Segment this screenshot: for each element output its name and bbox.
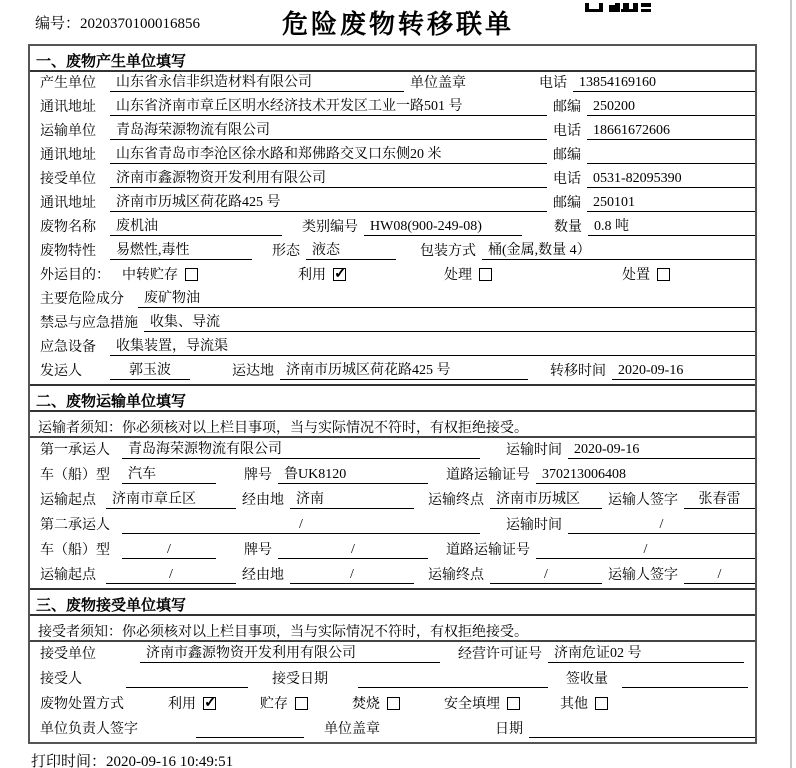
main-hazard-label: 主要危险成分 <box>40 292 124 307</box>
row-receiver-address <box>30 192 755 216</box>
receiver-address-value: 济南市历城区荷花路425 号 <box>110 191 547 212</box>
route2-origin-label: 运输起点 <box>40 568 96 583</box>
dispose-checkbox <box>657 268 670 281</box>
date-value <box>529 721 755 738</box>
received-qty-value <box>622 671 748 688</box>
row-receiver-unit <box>30 168 755 192</box>
row-waste-name <box>30 216 755 240</box>
route2-end-value: / <box>490 567 602 584</box>
route-origin-value: 济南市章丘区 <box>106 488 236 509</box>
disposal-utilize-label: 利用 <box>168 697 196 712</box>
transfer-time-label: 转移时间 <box>550 364 606 379</box>
option-treat <box>444 264 492 284</box>
license-number-label: 经营许可证号 <box>458 647 542 662</box>
emergency-measures-label: 禁忌与应急措施 <box>40 316 138 331</box>
row-second-carrier <box>30 513 755 538</box>
receiver-zip-label: 邮编 <box>553 196 581 211</box>
road-permit2-label: 道路运输证号 <box>446 543 530 558</box>
road-permit2-value: / <box>536 542 755 559</box>
incinerate-label: 焚烧 <box>352 697 380 712</box>
destination-value: 济南市历城区荷花路425 号 <box>280 359 528 380</box>
row-producer-address <box>30 96 755 120</box>
emergency-measures-value: 收集、导流 <box>144 311 755 332</box>
waste-name-label: 废物名称 <box>40 220 96 235</box>
plate-number2-label: 牌号 <box>244 543 272 558</box>
transport-time-value: 2020-09-16 <box>568 442 755 459</box>
qr-code-icon <box>585 0 651 18</box>
producer-address-value: 山东省济南市章丘区明水经济技术开发区工业一路501 号 <box>110 95 547 116</box>
accept-unit-label: 接受单位 <box>40 647 96 662</box>
waste-qty-value: 0.8 吨 <box>588 215 755 236</box>
carrier2-sign-value: / <box>684 567 755 584</box>
waste-form-value: 液态 <box>306 239 396 260</box>
main-hazard-value: 废矿物油 <box>138 287 755 308</box>
option-disposal-storage <box>260 693 308 713</box>
first-carrier-value: 青岛海荣源物流有限公司 <box>122 438 480 459</box>
page-header <box>0 0 796 44</box>
transporter-notice: 运输者须知：你必须核对以上栏目事项，当与实际情况不符时，有权拒绝接受。 <box>30 412 755 438</box>
emergency-equipment-value: 收集装置，导流渠 <box>110 335 755 356</box>
option-incinerate <box>352 693 400 713</box>
purpose-label: 外运目的： <box>40 268 110 283</box>
row-emergency-measures <box>30 312 755 336</box>
destination-label: 运达地 <box>232 364 274 379</box>
row-transport-route <box>30 488 755 513</box>
route2-end-label: 运输终点 <box>428 568 484 583</box>
responsible-sign-value <box>196 721 304 738</box>
transport-zip-value <box>587 147 755 164</box>
page-edge-line <box>790 0 792 768</box>
transport-phone-value: 18661672606 <box>587 123 755 140</box>
producer-zip-label: 邮编 <box>553 100 581 115</box>
route-end-label: 运输终点 <box>428 493 484 508</box>
utilize-checkbox <box>333 268 346 281</box>
accept-date-label: 接受日期 <box>272 672 328 687</box>
producer-unit-value: 山东省永信非织造材料有限公司 <box>110 71 404 92</box>
row-vehicle-type2 <box>30 538 755 563</box>
row-waste-traits <box>30 240 755 264</box>
receiver-unit-label: 接受单位 <box>40 172 96 187</box>
receiver-unit-value: 济南市鑫源物资开发利用有限公司 <box>110 167 547 188</box>
responsible-sign-label: 单位负责人签字 <box>40 722 138 737</box>
route2-via-value: / <box>290 567 414 584</box>
route2-via-label: 经由地 <box>242 568 284 583</box>
transport-unit-label: 运输单位 <box>40 124 96 139</box>
landfill-label: 安全填埋 <box>444 697 500 712</box>
option-transfer-storage <box>122 264 198 284</box>
packaging-label: 包装方式 <box>420 244 476 259</box>
receiver-address-label: 通讯地址 <box>40 196 96 211</box>
plate-number-label: 牌号 <box>244 468 272 483</box>
incinerate-checkbox <box>387 697 400 710</box>
transfer-storage-checkbox <box>185 268 198 281</box>
disposal-storage-label: 贮存 <box>260 697 288 712</box>
waste-traits-label: 废物特性 <box>40 244 96 259</box>
row-transfer-purpose <box>30 264 755 288</box>
waste-form-label: 形态 <box>272 244 300 259</box>
unit-stamp-label: 单位盖章 <box>410 76 466 91</box>
option-utilize <box>298 264 346 284</box>
print-time-label: 打印时间： <box>31 754 107 768</box>
carrier-sign-value: 张春雷 <box>684 488 755 509</box>
road-permit-value: 370213006408 <box>536 467 755 484</box>
carrier2-sign-label: 运输人签字 <box>608 568 678 583</box>
option-dispose-label: 处置 <box>622 268 650 283</box>
accept-date-value <box>358 671 548 688</box>
shipper-label: 发运人 <box>40 364 82 379</box>
plate-number-value: 鲁UK8120 <box>278 463 428 484</box>
producer-unit-label: 产生单位 <box>40 76 96 91</box>
route-end-value: 济南市历城区 <box>490 488 602 509</box>
waste-name-value: 废机油 <box>110 215 282 236</box>
serial-label: 编号： <box>35 16 81 32</box>
page-title: 危险废物转移联单 <box>281 10 514 39</box>
emergency-equipment-label: 应急设备 <box>40 340 96 355</box>
accept-person-label: 接受人 <box>40 672 82 687</box>
route-via-value: 济南 <box>290 488 414 509</box>
transport-zip-label: 邮编 <box>553 148 581 163</box>
waste-code-value: HW08(900-249-08) <box>364 219 522 236</box>
option-transfer-storage-label: 中转贮存 <box>122 268 178 283</box>
vehicle-type2-value: / <box>122 542 216 559</box>
row-emergency-equipment <box>30 336 755 360</box>
other-checkbox <box>595 697 608 710</box>
option-utilize-label: 利用 <box>298 268 326 283</box>
transport-address-value: 山东省青岛市李沧区徐水路和郑佛路交叉口东侧20 米 <box>110 143 547 164</box>
packaging-value: 桶(金属,数量 4） <box>482 239 755 260</box>
section-waste-transporter <box>30 384 755 588</box>
row-first-carrier <box>30 438 755 463</box>
option-treat-label: 处理 <box>444 268 472 283</box>
route2-origin-value: / <box>106 567 236 584</box>
vehicle-type-label: 车（船）型 <box>40 468 110 483</box>
row-disposal-method <box>30 692 755 717</box>
row-shipper <box>30 360 755 384</box>
received-qty-label: 签收量 <box>566 672 608 687</box>
option-dispose <box>622 264 670 284</box>
section2-header: 二、废物运输单位填写 <box>30 386 755 412</box>
row-responsible-sign <box>30 717 755 742</box>
transport-unit-value: 青岛海荣源物流有限公司 <box>110 119 547 140</box>
row-transport-address <box>30 144 755 168</box>
row-transport-unit <box>30 120 755 144</box>
producer-phone-label: 电话 <box>539 76 567 91</box>
row-main-hazard <box>30 288 755 312</box>
shipper-value: 郭玉波 <box>110 359 190 380</box>
unit-stamp2-label: 单位盖章 <box>324 722 380 737</box>
section3-header: 三、废物接受单位填写 <box>30 590 755 616</box>
print-time-value: 2020-09-16 10:49:51 <box>106 754 234 768</box>
road-permit-label: 道路运输证号 <box>446 468 530 483</box>
second-carrier-label: 第二承运人 <box>40 518 110 533</box>
section1-header: 一、废物产生单位填写 <box>30 46 755 72</box>
transport-address-label: 通讯地址 <box>40 148 96 163</box>
date-label: 日期 <box>495 722 523 737</box>
transport-time2-value: / <box>568 517 755 534</box>
section-waste-receiver <box>30 588 755 742</box>
second-carrier-value: / <box>122 517 480 534</box>
waste-qty-label: 数量 <box>554 220 582 235</box>
accept-unit-value: 济南市鑫源物资开发利用有限公司 <box>140 642 440 663</box>
transport-time-label: 运输时间 <box>506 443 562 458</box>
option-disposal-utilize <box>168 693 216 713</box>
receiver-phone-label: 电话 <box>553 172 581 187</box>
print-time <box>31 750 796 768</box>
waste-traits-value: 易燃性,毒性 <box>110 239 252 260</box>
receiver-zip-value: 250101 <box>587 195 755 212</box>
row-accept-unit <box>30 642 755 667</box>
producer-zip-value: 250200 <box>587 99 755 116</box>
disposal-method-label: 废物处置方式 <box>40 697 124 712</box>
manifest-serial-number <box>35 12 200 33</box>
carrier-sign-label: 运输人签字 <box>608 493 678 508</box>
other-label: 其他 <box>560 697 588 712</box>
license-number-value: 济南危证02 号 <box>548 642 744 663</box>
route-origin-label: 运输起点 <box>40 493 96 508</box>
vehicle-type2-label: 车（船）型 <box>40 543 110 558</box>
plate-number2-value: / <box>278 542 428 559</box>
treat-checkbox <box>479 268 492 281</box>
transport-phone-label: 电话 <box>553 124 581 139</box>
landfill-checkbox <box>507 697 520 710</box>
producer-address-label: 通讯地址 <box>40 100 96 115</box>
vehicle-type-value: 汽车 <box>122 463 216 484</box>
row-accept-person <box>30 667 755 692</box>
transfer-time-value: 2020-09-16 <box>612 363 755 380</box>
row-vehicle-type <box>30 463 755 488</box>
disposal-utilize-checkbox <box>203 697 216 710</box>
receiver-notice: 接受者须知：你必须核对以上栏目事项，当与实际情况不符时，有权拒绝接受。 <box>30 616 755 642</box>
disposal-storage-checkbox <box>295 697 308 710</box>
serial-value: 2020370100016856 <box>80 16 201 32</box>
receiver-phone-value: 0531-82095390 <box>587 171 755 188</box>
row-producer-unit <box>30 72 755 96</box>
first-carrier-label: 第一承运人 <box>40 443 110 458</box>
option-other <box>560 693 608 713</box>
manifest-form <box>28 44 757 744</box>
row-transport-route2 <box>30 563 755 588</box>
waste-code-label: 类别编号 <box>302 220 358 235</box>
accept-person-value <box>126 671 248 688</box>
transport-time2-label: 运输时间 <box>506 518 562 533</box>
producer-phone-value: 13854169160 <box>573 75 755 92</box>
route-via-label: 经由地 <box>242 493 284 508</box>
option-landfill <box>444 693 520 713</box>
section-waste-producer <box>30 46 755 384</box>
